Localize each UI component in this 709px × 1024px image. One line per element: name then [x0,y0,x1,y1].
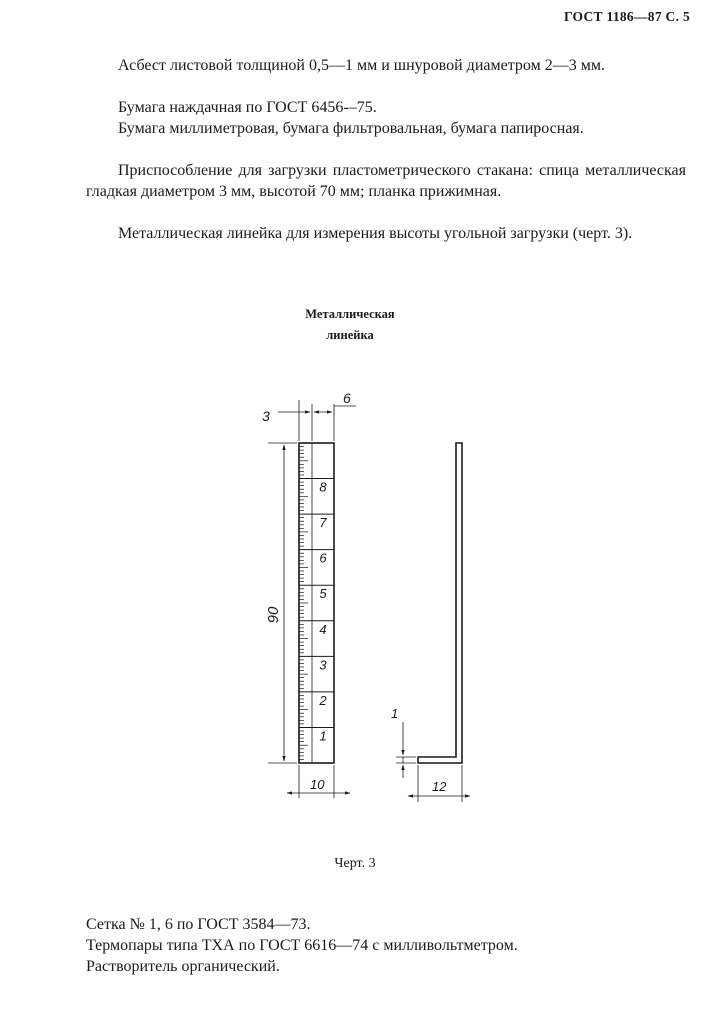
paragraph-text: Бумага миллиметровая, бумага фильтровальная, бумага папиросная. [118,120,584,137]
foot-thickness-dimension-label: 1 [391,706,399,721]
list-item: Термопары типа ТХА по ГОСТ 6616—74 с милливольтметром. [86,937,518,954]
scale-number: 2 [319,692,327,708]
scale-number: 8 [319,479,327,495]
ruler-side-view [418,443,462,763]
top-width-dimension-label: 6 [343,390,351,406]
page-header: ГОСТ 1186—87 С. 5 [563,9,690,24]
scale-number: 1 [319,728,327,744]
ruler-width-dimension-label: 10 [310,777,325,792]
scale-number: 6 [319,550,327,566]
figure-title-line1: Металлическая [305,307,395,321]
mark-width-dimension-label: 3 [262,408,270,424]
list-item: Сетка № 1, 6 по ГОСТ 3584—73. [86,916,311,933]
scale-number: 5 [319,586,327,602]
figure-title-line2: линейка [326,328,374,342]
paragraph-text: Металлическая линейка для измерения высоты угольной загрузки (черт. 3). [118,225,633,242]
millimeter-ticks [299,447,334,760]
scale-number: 3 [319,657,327,673]
scale-number: 7 [319,515,327,531]
paragraph-text: Приспособление для загрузки пластометрического стакана: спица металлическая гладкая диаметром 3 мм, высотой 70 мм; планка прижимная. [86,162,686,200]
paragraph-text: Асбест листовой толщиной 0,5—1 мм и шнуровой диаметром 2—3 мм. [118,57,605,74]
figure-caption: Черт. 3 [334,856,376,871]
paragraph-text: Бумага наждачная по ГОСТ 6456-–75. [118,99,377,116]
scale-number: 4 [319,621,327,637]
list-item: Растворитель органический. [86,958,280,975]
height-dimension-label: 90 [265,606,282,624]
foot-length-dimension-label: 12 [432,779,447,794]
